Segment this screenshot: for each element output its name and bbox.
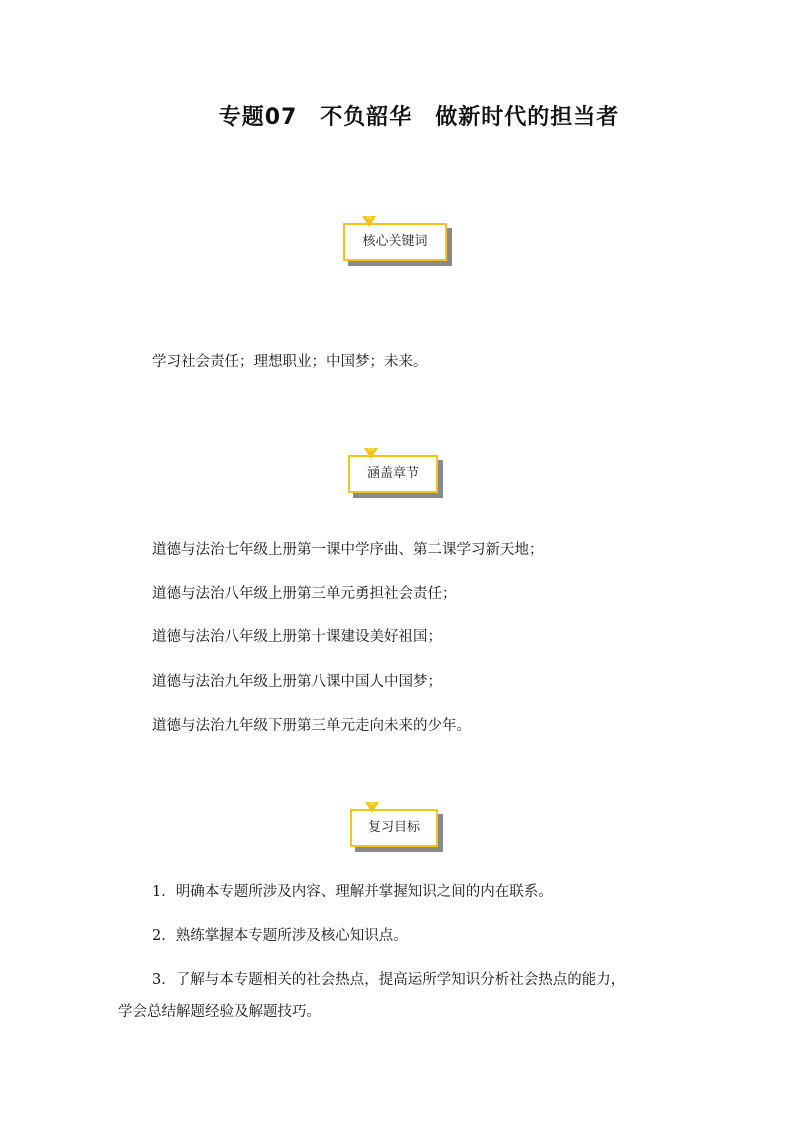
chapter-item: 道德与法治九年级下册第三单元走向未来的少年。 — [152, 718, 471, 734]
triangle-marker-icon — [364, 448, 378, 459]
chapter-item: 道德与法治九年级上册第八课中国人中国梦； — [152, 674, 442, 690]
chapter-item: 道德与法治七年级上册第一课中学序曲、第二课学习新天地； — [152, 542, 544, 558]
section-label-chapters — [348, 455, 438, 493]
section-label-keywords-text: 核心关键词 — [362, 234, 428, 249]
chapter-item: 道德与法治八年级上册第十课建设美好祖国； — [152, 629, 442, 645]
section-label-chapters-text: 涵盖章节 — [366, 466, 419, 481]
section-label-goals-text: 复习目标 — [367, 820, 420, 835]
chapter-item: 道德与法治八年级上册第三单元勇担社会责任； — [152, 586, 457, 602]
goal-item: 3．了解与本专题相关的社会热点，提高运所学知识分析社会热点的能力， — [152, 972, 626, 988]
goal-item: 2．熟练掌握本专题所涉及核心知识点。 — [152, 928, 408, 944]
triangle-marker-icon — [365, 802, 379, 813]
section-label-keywords — [343, 223, 447, 261]
goal-item: 学会总结解题经验及解题技巧。 — [118, 1004, 321, 1020]
triangle-marker-icon — [362, 216, 376, 227]
section-label-goals — [350, 809, 438, 847]
keywords-text: 学习社会责任；理想职业；中国梦；未来。 — [152, 354, 428, 370]
page-title: 专题07 不负韶华 做新时代的担当者 — [218, 105, 620, 130]
goal-item: 1．明确本专题所涉及内容、理解并掌握知识之间的内在联系。 — [152, 884, 553, 900]
